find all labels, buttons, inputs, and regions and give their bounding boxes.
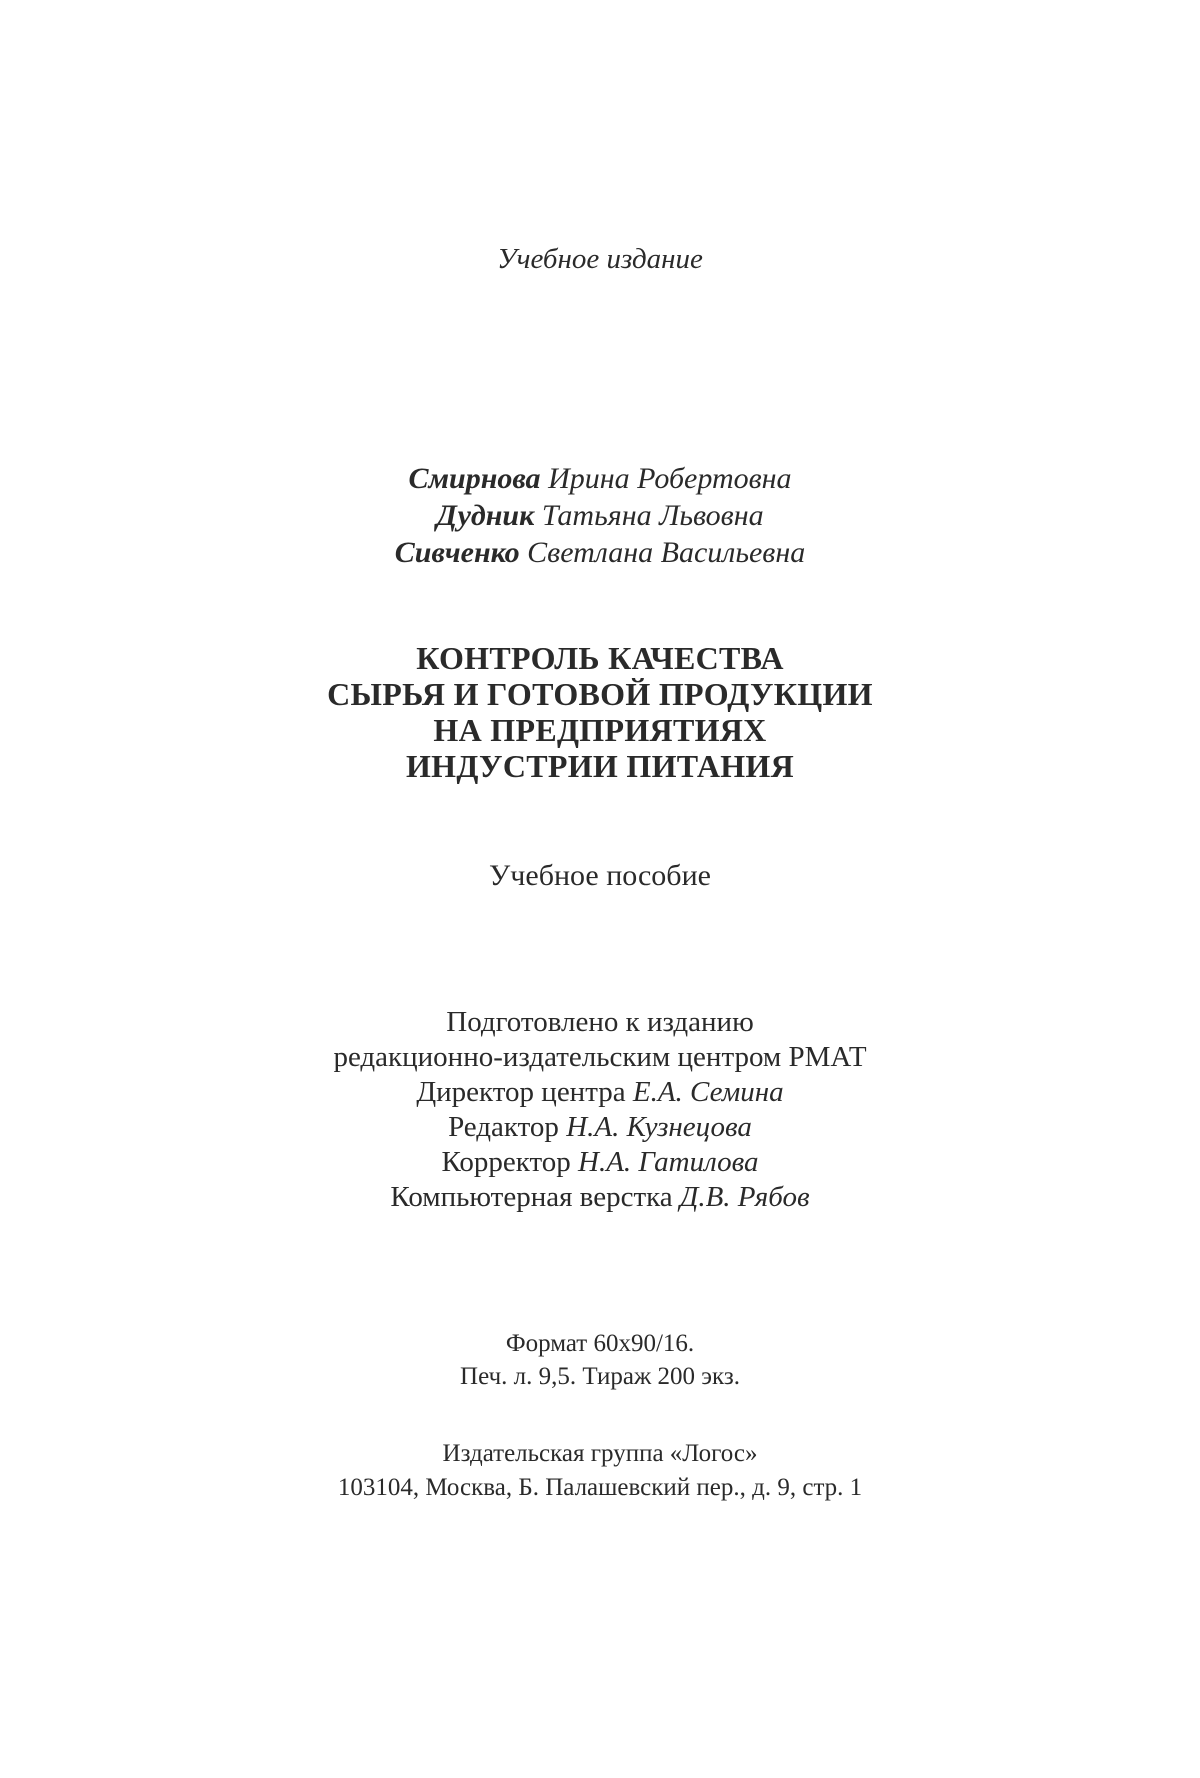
author-surname: Смирнова <box>408 462 541 495</box>
credits-block <box>0 1005 1200 1215</box>
author-given-name: Татьяна Львовна <box>541 499 764 532</box>
director-credit <box>0 1075 1200 1110</box>
title-line: СЫРЬЯ И ГОТОВОЙ ПРОДУКЦИИ <box>327 676 873 712</box>
publisher-info <box>0 1437 1200 1505</box>
book-title <box>0 640 1200 784</box>
authors-block <box>0 460 1200 571</box>
author-given-name: Светлана Васильевна <box>527 536 806 569</box>
proofreader-credit <box>0 1145 1200 1180</box>
format-line: Формат 60х90/16. <box>505 1330 695 1357</box>
layout-credit <box>0 1180 1200 1215</box>
author-surname: Дудник <box>436 499 535 532</box>
title-line: ИНДУСТРИИ ПИТАНИЯ <box>405 748 795 784</box>
publisher-name: Издательская группа «Логос» <box>442 1440 758 1467</box>
credit-role: Директор центра <box>416 1076 626 1108</box>
credit-name: Н.А. Кузнецова <box>566 1111 752 1143</box>
sheets-run-line: Печ. л. 9,5. Тираж 200 экз. <box>460 1363 740 1390</box>
publisher-address: 103104, Москва, Б. Палашевский пер., д. 9, стр. 1 <box>337 1474 863 1501</box>
editor-credit <box>0 1110 1200 1145</box>
title-line: НА ПРЕДПРИЯТИЯХ <box>433 712 767 748</box>
print-info <box>0 1327 1200 1393</box>
credit-role: Компьютерная верстка <box>390 1181 673 1213</box>
credit-name: Е.А. Семина <box>632 1076 784 1108</box>
prepared-line: Подготовлено к изданию <box>446 1006 754 1038</box>
author-line <box>0 534 1200 571</box>
credit-role: Корректор <box>441 1146 571 1178</box>
author-line <box>0 497 1200 534</box>
title-line: КОНТРОЛЬ КАЧЕСТВА <box>416 640 784 676</box>
author-line <box>0 460 1200 497</box>
credit-role: Редактор <box>448 1111 559 1143</box>
credit-name: Н.А. Гатилова <box>578 1146 759 1178</box>
edition-type: Учебное издание <box>497 243 703 275</box>
credit-name: Д.В. Рябов <box>679 1181 810 1213</box>
author-given-name: Ирина Робертовна <box>548 462 792 495</box>
author-surname: Сивченко <box>394 536 520 569</box>
prepared-by-line: редакционно-издательским центром РМАТ <box>333 1041 867 1073</box>
book-subtitle: Учебное пособие <box>489 859 711 892</box>
